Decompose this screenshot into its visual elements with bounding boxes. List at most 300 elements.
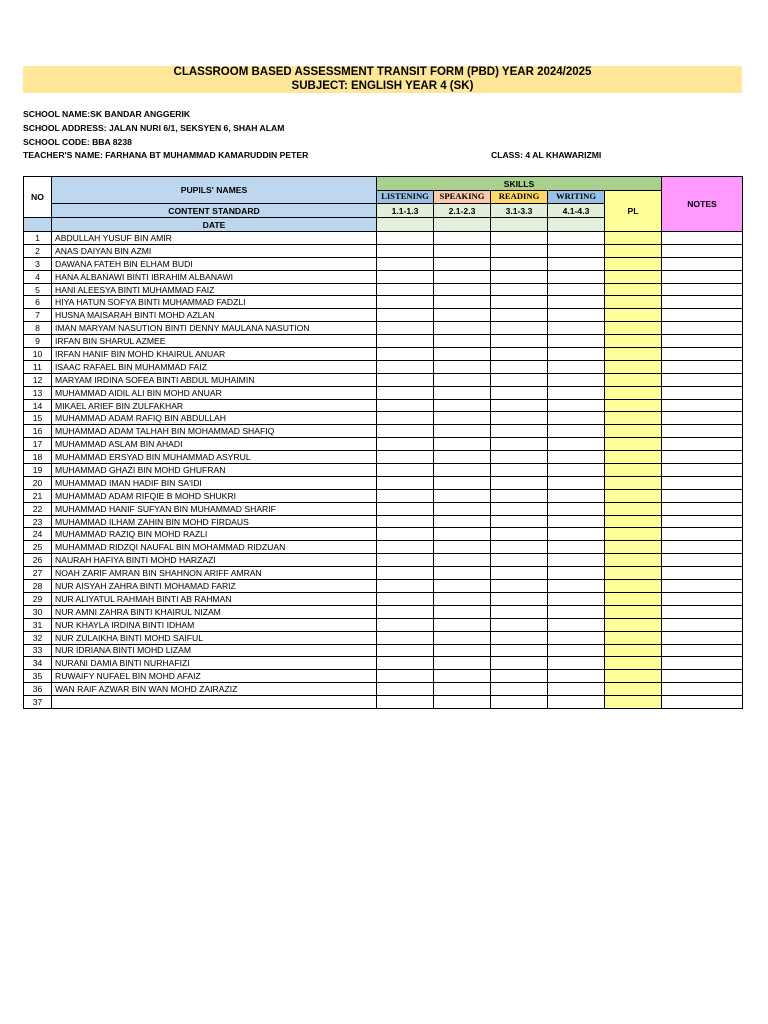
pupil-number: 37 [24, 696, 52, 709]
score-cell-writing[interactable] [548, 554, 605, 567]
score-cell-writing[interactable] [548, 567, 605, 580]
notes-cell[interactable] [662, 644, 743, 657]
date-writing[interactable] [548, 218, 605, 232]
table-row [24, 399, 743, 412]
class-name: CLASS: 4 AL KHAWARIZMI [491, 150, 602, 160]
table-row [24, 373, 743, 386]
score-cell-writing[interactable] [548, 592, 605, 605]
pupil-name: ABDULLAH YUSUF BIN AMIR [52, 232, 377, 245]
score-cell-writing[interactable] [548, 322, 605, 335]
score-cell-speaking[interactable] [434, 296, 491, 309]
score-cell-reading[interactable] [491, 631, 548, 644]
notes-cell[interactable] [662, 515, 743, 528]
notes-cell[interactable] [662, 360, 743, 373]
pupil-name: HANI ALEESYA BINTI MUHAMMAD FAIZ [52, 283, 377, 296]
notes-cell[interactable] [662, 502, 743, 515]
score-cell-writing[interactable] [548, 580, 605, 593]
pl-cell[interactable] [605, 386, 662, 399]
score-cell-writing[interactable] [548, 489, 605, 502]
score-cell-speaking[interactable] [434, 244, 491, 257]
score-cell-writing[interactable] [548, 451, 605, 464]
score-cell-listening[interactable] [377, 322, 434, 335]
score-cell-reading[interactable] [491, 515, 548, 528]
pl-cell[interactable] [605, 592, 662, 605]
score-cell-writing[interactable] [548, 412, 605, 425]
school-name: SCHOOL NAME:SK BANDAR ANGGERIK [23, 109, 191, 119]
pl-cell[interactable] [605, 696, 662, 709]
pupil-name: NURANI DAMIA BINTI NURHAFIZI [52, 657, 377, 670]
pupil-name: MIKAEL ARIEF BIN ZULFAKHAR [52, 399, 377, 412]
score-cell-listening[interactable] [377, 360, 434, 373]
pupil-number: 21 [24, 489, 52, 502]
pl-cell[interactable] [605, 683, 662, 696]
notes-cell[interactable] [662, 476, 743, 489]
score-cell-reading[interactable] [491, 541, 548, 554]
score-cell-reading[interactable] [491, 683, 548, 696]
score-cell-reading[interactable] [491, 489, 548, 502]
score-cell-reading[interactable] [491, 386, 548, 399]
skill-listening-header: LISTENING [377, 191, 434, 204]
score-cell-listening[interactable] [377, 335, 434, 348]
school-address: SCHOOL ADDRESS: JALAN NURI 6/1, SEKSYEN 6, SHAH ALAM [23, 123, 285, 133]
pl-cell[interactable] [605, 489, 662, 502]
pupil-number: 6 [24, 296, 52, 309]
table-row [24, 618, 743, 631]
notes-cell[interactable] [662, 580, 743, 593]
pupil-name: HIYA HATUN SOFYA BINTI MUHAMMAD FADZLI [52, 296, 377, 309]
score-cell-speaking[interactable] [434, 425, 491, 438]
pl-cell[interactable] [605, 348, 662, 361]
table-row [24, 631, 743, 644]
pl-cell[interactable] [605, 502, 662, 515]
score-cell-listening[interactable] [377, 464, 434, 477]
pl-cell[interactable] [605, 309, 662, 322]
score-cell-listening[interactable] [377, 696, 434, 709]
score-cell-writing[interactable] [548, 631, 605, 644]
pupil-name: NOAH ZARIF AMRAN BIN SHAHNON ARIFF AMRAN [52, 567, 377, 580]
score-cell-speaking[interactable] [434, 257, 491, 270]
score-cell-listening[interactable] [377, 657, 434, 670]
score-cell-writing[interactable] [548, 618, 605, 631]
notes-cell[interactable] [662, 464, 743, 477]
notes-cell[interactable] [662, 489, 743, 502]
pupils-names-header: PUPILS' NAMES [52, 177, 377, 204]
score-cell-listening[interactable] [377, 515, 434, 528]
score-cell-listening[interactable] [377, 270, 434, 283]
standard-reading: 3.1-3.3 [491, 204, 548, 218]
score-cell-writing[interactable] [548, 528, 605, 541]
pupil-name: MUHAMMAD AIDIL ALI BIN MOHD ANUAR [52, 386, 377, 399]
pl-cell[interactable] [605, 425, 662, 438]
pl-cell[interactable] [605, 373, 662, 386]
score-cell-writing[interactable] [548, 670, 605, 683]
pl-cell[interactable] [605, 399, 662, 412]
score-cell-writing[interactable] [548, 502, 605, 515]
table-row [24, 412, 743, 425]
table-row [24, 554, 743, 567]
score-cell-listening[interactable] [377, 580, 434, 593]
notes-cell[interactable] [662, 322, 743, 335]
notes-cell[interactable] [662, 232, 743, 245]
pl-cell[interactable] [605, 296, 662, 309]
score-cell-speaking[interactable] [434, 335, 491, 348]
score-cell-listening[interactable] [377, 670, 434, 683]
score-cell-speaking[interactable] [434, 515, 491, 528]
table-row [24, 541, 743, 554]
score-cell-listening[interactable] [377, 257, 434, 270]
notes-cell[interactable] [662, 425, 743, 438]
score-cell-speaking[interactable] [434, 592, 491, 605]
pupil-number: 5 [24, 283, 52, 296]
score-cell-speaking[interactable] [434, 541, 491, 554]
assessment-table [23, 176, 743, 709]
notes-cell[interactable] [662, 605, 743, 618]
pl-cell[interactable] [605, 580, 662, 593]
score-cell-listening[interactable] [377, 567, 434, 580]
score-cell-listening[interactable] [377, 244, 434, 257]
pl-cell[interactable] [605, 335, 662, 348]
pupil-name: MUHAMMAD IMAN HADIF BIN SA'IDI [52, 476, 377, 489]
notes-cell[interactable] [662, 257, 743, 270]
pl-cell[interactable] [605, 618, 662, 631]
pupil-number: 3 [24, 257, 52, 270]
form-title: CLASSROOM BASED ASSESSMENT TRANSIT FORM (PBD) YEAR 2024/2025 [173, 66, 592, 78]
notes-cell[interactable] [662, 554, 743, 567]
score-cell-writing[interactable] [548, 541, 605, 554]
pupil-name: MUHAMMAD ERSYAD BIN MUHAMMAD ASYRUL [52, 451, 377, 464]
notes-cell[interactable] [662, 244, 743, 257]
score-cell-reading[interactable] [491, 502, 548, 515]
skill-reading-header: READING [491, 191, 548, 204]
pl-cell[interactable] [605, 244, 662, 257]
pupil-name: MARYAM IRDINA SOFEA BINTI ABDUL MUHAIMIN [52, 373, 377, 386]
score-cell-reading[interactable] [491, 476, 548, 489]
score-cell-writing[interactable] [548, 425, 605, 438]
score-cell-speaking[interactable] [434, 670, 491, 683]
score-cell-reading[interactable] [491, 451, 548, 464]
score-cell-listening[interactable] [377, 554, 434, 567]
notes-cell[interactable] [662, 399, 743, 412]
notes-cell[interactable] [662, 283, 743, 296]
pupil-number: 36 [24, 683, 52, 696]
score-cell-writing[interactable] [548, 360, 605, 373]
notes-cell[interactable] [662, 567, 743, 580]
score-cell-reading[interactable] [491, 257, 548, 270]
form-subject: SUBJECT: ENGLISH YEAR 4 (SK) [291, 79, 474, 92]
form-title-band [23, 66, 742, 93]
notes-cell[interactable] [662, 309, 743, 322]
score-cell-reading[interactable] [491, 399, 548, 412]
pupil-number: 12 [24, 373, 52, 386]
score-cell-listening[interactable] [377, 283, 434, 296]
score-cell-writing[interactable] [548, 373, 605, 386]
pl-cell[interactable] [605, 412, 662, 425]
pl-cell[interactable] [605, 657, 662, 670]
score-cell-writing[interactable] [548, 283, 605, 296]
score-cell-writing[interactable] [548, 232, 605, 245]
table-row [24, 451, 743, 464]
score-cell-reading[interactable] [491, 618, 548, 631]
date-label: DATE [52, 218, 377, 232]
score-cell-writing[interactable] [548, 696, 605, 709]
notes-cell[interactable] [662, 618, 743, 631]
score-cell-reading[interactable] [491, 657, 548, 670]
pupil-number: 30 [24, 605, 52, 618]
pupil-number: 8 [24, 322, 52, 335]
score-cell-listening[interactable] [377, 412, 434, 425]
pl-cell[interactable] [605, 605, 662, 618]
pl-cell[interactable] [605, 270, 662, 283]
score-cell-speaking[interactable] [434, 412, 491, 425]
pupil-name: MUHAMMAD RIDZQI NAUFAL BIN MOHAMMAD RIDZUAN [52, 541, 377, 554]
score-cell-writing[interactable] [548, 244, 605, 257]
notes-cell[interactable] [662, 412, 743, 425]
score-cell-speaking[interactable] [434, 322, 491, 335]
date-listening[interactable] [377, 218, 434, 232]
score-cell-writing[interactable] [548, 386, 605, 399]
date-speaking[interactable] [434, 218, 491, 232]
pl-cell[interactable] [605, 360, 662, 373]
score-cell-speaking[interactable] [434, 554, 491, 567]
score-cell-speaking[interactable] [434, 489, 491, 502]
score-cell-listening[interactable] [377, 618, 434, 631]
score-cell-reading[interactable] [491, 696, 548, 709]
pupil-number: 18 [24, 451, 52, 464]
score-cell-speaking[interactable] [434, 618, 491, 631]
pl-cell[interactable] [605, 232, 662, 245]
score-cell-speaking[interactable] [434, 502, 491, 515]
score-cell-speaking[interactable] [434, 309, 491, 322]
pupil-number: 11 [24, 360, 52, 373]
pupil-name: NUR IDRIANA BINTI MOHD LIZAM [52, 644, 377, 657]
pupil-name: HUSNA MAISARAH BINTI MOHD AZLAN [52, 309, 377, 322]
score-cell-listening[interactable] [377, 438, 434, 451]
score-cell-writing[interactable] [548, 399, 605, 412]
score-cell-listening[interactable] [377, 476, 434, 489]
score-cell-reading[interactable] [491, 412, 548, 425]
notes-cell[interactable] [662, 696, 743, 709]
score-cell-listening[interactable] [377, 451, 434, 464]
table-row [24, 270, 743, 283]
table-row [24, 502, 743, 515]
score-cell-reading[interactable] [491, 283, 548, 296]
score-cell-reading[interactable] [491, 567, 548, 580]
pupil-name: IRFAN HANIF BIN MOHD KHAIRUL ANUAR [52, 348, 377, 361]
pupil-number: 29 [24, 592, 52, 605]
score-cell-writing[interactable] [548, 644, 605, 657]
score-cell-speaking[interactable] [434, 605, 491, 618]
pupil-name [52, 696, 377, 709]
score-cell-writing[interactable] [548, 270, 605, 283]
notes-cell[interactable] [662, 657, 743, 670]
score-cell-speaking[interactable] [434, 580, 491, 593]
pl-cell[interactable] [605, 438, 662, 451]
score-cell-speaking[interactable] [434, 567, 491, 580]
score-cell-listening[interactable] [377, 605, 434, 618]
pl-cell[interactable] [605, 322, 662, 335]
table-row [24, 489, 743, 502]
score-cell-reading[interactable] [491, 270, 548, 283]
score-cell-listening[interactable] [377, 232, 434, 245]
score-cell-reading[interactable] [491, 464, 548, 477]
score-cell-listening[interactable] [377, 541, 434, 554]
table-row [24, 309, 743, 322]
score-cell-writing[interactable] [548, 515, 605, 528]
score-cell-reading[interactable] [491, 644, 548, 657]
score-cell-speaking[interactable] [434, 386, 491, 399]
score-cell-speaking[interactable] [434, 438, 491, 451]
skills-header: SKILLS [377, 177, 662, 191]
score-cell-reading[interactable] [491, 580, 548, 593]
score-cell-listening[interactable] [377, 399, 434, 412]
score-cell-reading[interactable] [491, 309, 548, 322]
score-cell-writing[interactable] [548, 438, 605, 451]
score-cell-speaking[interactable] [434, 631, 491, 644]
table-row [24, 696, 743, 709]
score-cell-reading[interactable] [491, 296, 548, 309]
score-cell-writing[interactable] [548, 309, 605, 322]
score-cell-speaking[interactable] [434, 232, 491, 245]
score-cell-writing[interactable] [548, 657, 605, 670]
pl-cell[interactable] [605, 257, 662, 270]
pl-cell[interactable] [605, 644, 662, 657]
table-row [24, 257, 743, 270]
notes-cell[interactable] [662, 438, 743, 451]
score-cell-speaking[interactable] [434, 476, 491, 489]
score-cell-speaking[interactable] [434, 270, 491, 283]
score-cell-reading[interactable] [491, 425, 548, 438]
pupil-number: 9 [24, 335, 52, 348]
pl-cell[interactable] [605, 554, 662, 567]
score-cell-writing[interactable] [548, 476, 605, 489]
score-cell-reading[interactable] [491, 670, 548, 683]
pupil-number: 14 [24, 399, 52, 412]
pl-header: PL [605, 191, 662, 232]
table-row [24, 580, 743, 593]
score-cell-writing[interactable] [548, 296, 605, 309]
pupil-name: MUHAMMAD HANIF SUFYAN BIN MUHAMMAD SHARIF [52, 502, 377, 515]
score-cell-reading[interactable] [491, 554, 548, 567]
pupil-number: 28 [24, 580, 52, 593]
score-cell-listening[interactable] [377, 348, 434, 361]
pl-cell[interactable] [605, 528, 662, 541]
score-cell-reading[interactable] [491, 244, 548, 257]
pupil-name: WAN RAIF AZWAR BIN WAN MOHD ZAIRAZIZ [52, 683, 377, 696]
teacher-name: TEACHER'S NAME: FARHANA BT MUHAMMAD KAMARUDDIN PETER [23, 150, 309, 160]
no-header-spacer [24, 218, 52, 232]
score-cell-reading[interactable] [491, 348, 548, 361]
notes-cell[interactable] [662, 670, 743, 683]
score-cell-reading[interactable] [491, 373, 548, 386]
score-cell-reading[interactable] [491, 605, 548, 618]
pupil-number: 24 [24, 528, 52, 541]
score-cell-reading[interactable] [491, 232, 548, 245]
score-cell-writing[interactable] [548, 683, 605, 696]
score-cell-speaking[interactable] [434, 283, 491, 296]
notes-cell[interactable] [662, 296, 743, 309]
score-cell-listening[interactable] [377, 386, 434, 399]
score-cell-speaking[interactable] [434, 451, 491, 464]
score-cell-listening[interactable] [377, 631, 434, 644]
pl-cell[interactable] [605, 670, 662, 683]
score-cell-speaking[interactable] [434, 464, 491, 477]
score-cell-speaking[interactable] [434, 644, 491, 657]
table-row [24, 438, 743, 451]
pl-cell[interactable] [605, 476, 662, 489]
score-cell-listening[interactable] [377, 644, 434, 657]
score-cell-reading[interactable] [491, 592, 548, 605]
score-cell-speaking[interactable] [434, 657, 491, 670]
score-cell-reading[interactable] [491, 322, 548, 335]
pupil-name: NUR AISYAH ZAHRA BINTI MOHAMAD FARIZ [52, 580, 377, 593]
notes-cell[interactable] [662, 592, 743, 605]
score-cell-writing[interactable] [548, 605, 605, 618]
score-cell-speaking[interactable] [434, 348, 491, 361]
notes-cell[interactable] [662, 683, 743, 696]
score-cell-speaking[interactable] [434, 683, 491, 696]
date-reading[interactable] [491, 218, 548, 232]
table-row [24, 283, 743, 296]
notes-cell[interactable] [662, 386, 743, 399]
table-row [24, 335, 743, 348]
score-cell-reading[interactable] [491, 438, 548, 451]
table-row [24, 232, 743, 245]
pl-cell[interactable] [605, 283, 662, 296]
pl-cell[interactable] [605, 567, 662, 580]
notes-cell[interactable] [662, 373, 743, 386]
score-cell-listening[interactable] [377, 502, 434, 515]
notes-cell[interactable] [662, 528, 743, 541]
score-cell-writing[interactable] [548, 348, 605, 361]
notes-cell[interactable] [662, 451, 743, 464]
notes-cell[interactable] [662, 631, 743, 644]
score-cell-listening[interactable] [377, 489, 434, 502]
score-cell-reading[interactable] [491, 335, 548, 348]
pupil-number: 19 [24, 464, 52, 477]
score-cell-writing[interactable] [548, 257, 605, 270]
pupil-name: NUR ZULAIKHA BINTI MOHD SAIFUL [52, 631, 377, 644]
notes-cell[interactable] [662, 348, 743, 361]
no-header: NO [24, 177, 52, 218]
score-cell-listening[interactable] [377, 309, 434, 322]
pl-cell[interactable] [605, 464, 662, 477]
pl-cell[interactable] [605, 631, 662, 644]
notes-cell[interactable] [662, 335, 743, 348]
table-row [24, 322, 743, 335]
score-cell-reading[interactable] [491, 528, 548, 541]
pl-cell[interactable] [605, 451, 662, 464]
score-cell-speaking[interactable] [434, 696, 491, 709]
pl-cell[interactable] [605, 541, 662, 554]
score-cell-listening[interactable] [377, 296, 434, 309]
score-cell-speaking[interactable] [434, 373, 491, 386]
score-cell-writing[interactable] [548, 335, 605, 348]
score-cell-listening[interactable] [377, 425, 434, 438]
score-cell-speaking[interactable] [434, 360, 491, 373]
score-cell-reading[interactable] [491, 360, 548, 373]
score-cell-speaking[interactable] [434, 528, 491, 541]
pupil-number: 26 [24, 554, 52, 567]
score-cell-listening[interactable] [377, 683, 434, 696]
score-cell-writing[interactable] [548, 464, 605, 477]
notes-cell[interactable] [662, 541, 743, 554]
score-cell-listening[interactable] [377, 373, 434, 386]
score-cell-listening[interactable] [377, 528, 434, 541]
score-cell-listening[interactable] [377, 592, 434, 605]
score-cell-speaking[interactable] [434, 399, 491, 412]
notes-cell[interactable] [662, 270, 743, 283]
pl-cell[interactable] [605, 515, 662, 528]
